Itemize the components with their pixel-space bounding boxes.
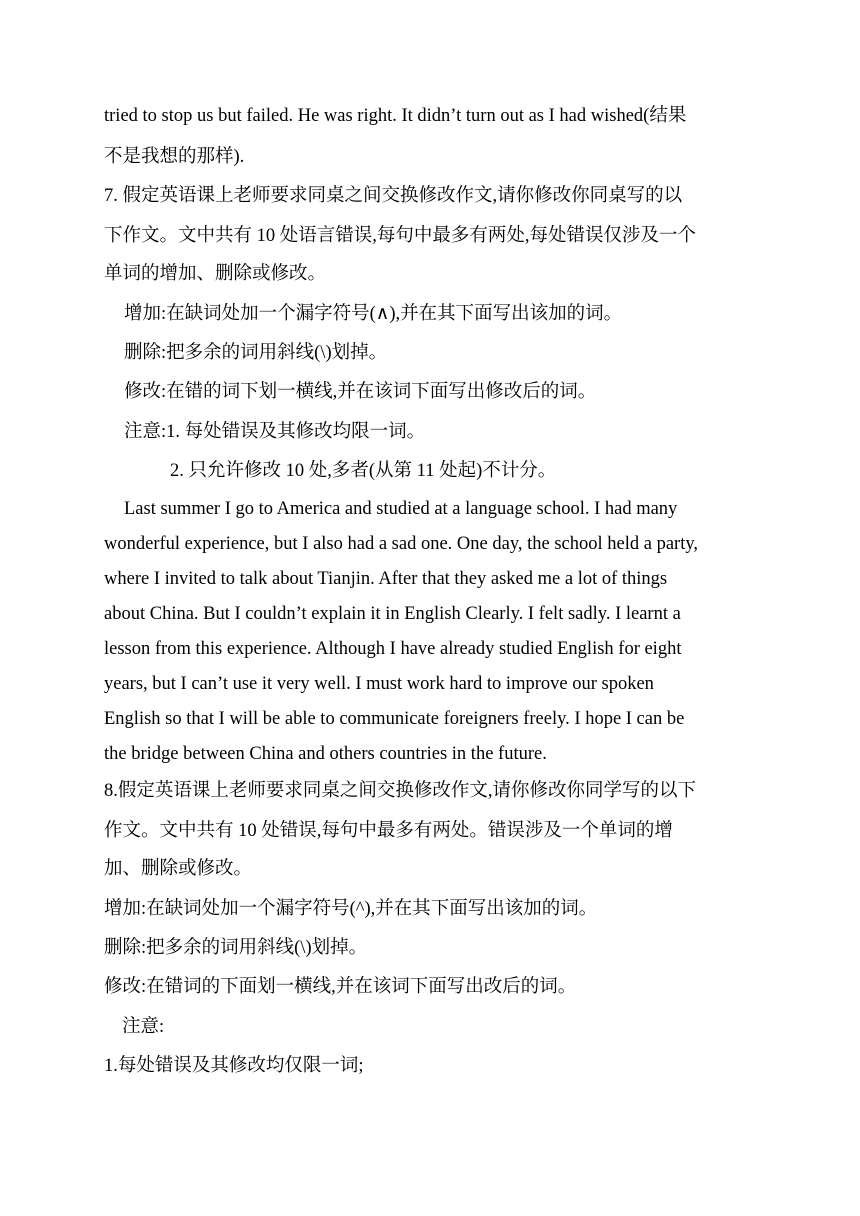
q8-rule-add: 增加:在缺词处加一个漏字符号(^),并在其下面写出该加的词。 bbox=[104, 899, 598, 919]
q7-rule-add: 增加:在缺词处加一个漏字符号(∧),并在其下面写出该加的词。 bbox=[124, 304, 623, 324]
prev-text-line-2: 不是我想的那样). bbox=[104, 147, 245, 167]
q7-rule-delete: 删除:把多余的词用斜线(\)划掉。 bbox=[124, 343, 388, 363]
q7-prompt-line-2: 下作文。文中共有 10 处语言错误,每句中最多有两处,每处错误仅涉及一个 bbox=[104, 226, 697, 246]
q7-essay-line: wonderful experience, but I also had a sad one. One day, the school held a party, bbox=[104, 534, 699, 554]
prev-text-line-1: tried to stop us but failed. He was right. It didn’t turn out as I had wished(结果 bbox=[104, 106, 687, 126]
q7-essay-line: Last summer I go to America and studied at a language school. I had many bbox=[124, 499, 678, 519]
q7-essay-line: where I invited to talk about Tianjin. After that they asked me a lot of things bbox=[104, 569, 668, 589]
q8-rule-modify: 修改:在错词的下面划一横线,并在该词下面写出改后的词。 bbox=[104, 977, 577, 997]
q8-note-1: 1.每处错误及其修改均仅限一词; bbox=[104, 1056, 364, 1076]
q8-rule-delete: 删除:把多余的词用斜线(\)划掉。 bbox=[104, 938, 368, 958]
q7-essay-line: the bridge between China and others countries in the future. bbox=[104, 744, 547, 764]
q7-prompt-line-3: 单词的增加、删除或修改。 bbox=[104, 264, 327, 284]
q7-prompt-line-1: 7. 假定英语课上老师要求同桌之间交换修改作文,请你修改你同桌写的以 bbox=[104, 186, 683, 206]
q8-prompt-line-1: 8.假定英语课上老师要求同桌之间交换修改作文,请你修改你同学写的以下 bbox=[104, 781, 697, 801]
q8-prompt-line-3: 加、删除或修改。 bbox=[104, 859, 253, 879]
q7-essay-line: English so that I will be able to communicate foreigners freely. I hope I can be bbox=[104, 709, 685, 729]
q8-prompt-line-2: 作文。文中共有 10 处错误,每句中最多有两处。错误涉及一个单词的增 bbox=[104, 821, 673, 841]
q7-note-2: 2. 只允许修改 10 处,多者(从第 11 处起)不计分。 bbox=[170, 461, 557, 481]
q7-note-1: 注意:1. 每处错误及其修改均限一词。 bbox=[124, 422, 426, 442]
q7-essay-line: years, but I can’t use it very well. I must work hard to improve our spoken bbox=[104, 674, 654, 694]
q7-rule-modify: 修改:在错的词下划一横线,并在该词下面写出修改后的词。 bbox=[124, 382, 597, 402]
q7-essay-line: lesson from this experience. Although I have already studied English for eight bbox=[104, 639, 682, 659]
q8-note-label: 注意: bbox=[122, 1017, 165, 1037]
q7-essay-line: about China. But I couldn’t explain it in English Clearly. I felt sadly. I learnt a bbox=[104, 604, 681, 624]
